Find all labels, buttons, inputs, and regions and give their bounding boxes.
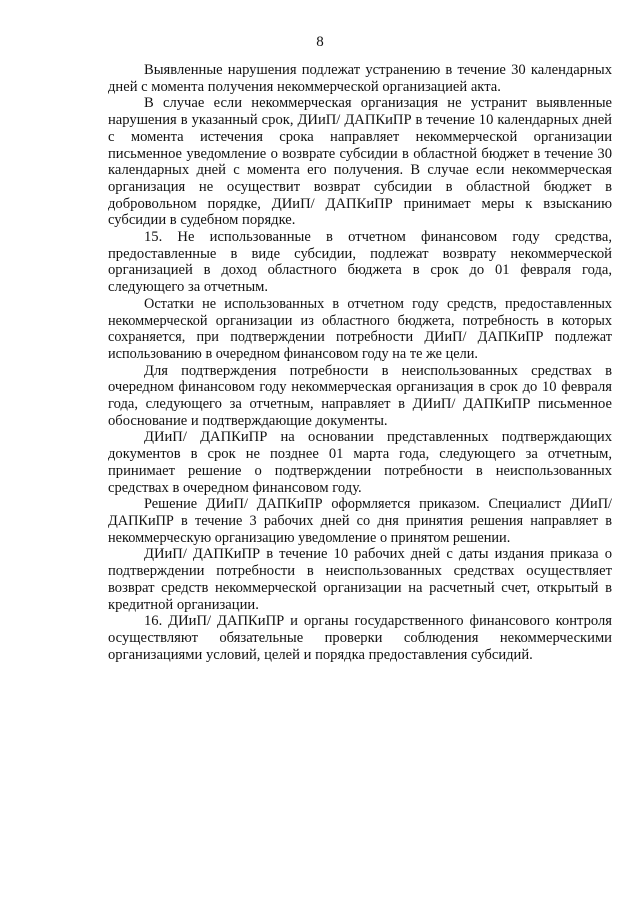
paragraph-decision-order: Решение ДИиП/ ДАПКиПР оформляется приказом. Специалист ДИиП/ ДАПКиПР в течение 3 рабочих дней со дня принятия решения направляет в некоммерческую организацию уведомление о принятом решении. bbox=[108, 496, 612, 546]
paragraph-item-15: 15. Не использованные в отчетном финансовом году средства, предоставленные в виде субсидии, подлежат возврату некоммерческой организацией в доход областного бюджета в срок до 01 февраля года, следующего за отчетным. bbox=[108, 229, 612, 296]
paragraph-item-16: 16. ДИиП/ ДАПКиПР и органы государственного финансового контроля осуществляют обязательные проверки соблюдения некоммерческими организациями условий, целей и порядка предоставления субсидий. bbox=[108, 613, 612, 663]
paragraph-unused-balances: Остатки не использованных в отчетном году средств, предоставленных некоммерческой организации из областного бюджета, потребность в которых сохраняется, при подтверждении потребности ДИиП/ ДАПКиПР подлежат использованию в очередном финансовом году на те же цели. bbox=[108, 295, 612, 362]
paragraph-need-confirmation: Для подтверждения потребности в неиспользованных средствах в очередном финансовом году некоммерческая организация в срок до 10 февраля года, следующего за отчетным, направляет в ДИиП/ ДАПКиПР письменное обоснование и подтверждающие документы. bbox=[108, 362, 612, 429]
paragraph-violations-deadline: Выявленные нарушения подлежат устранению в течение 30 календарных дней с момента получения некоммерческой организацией акта. bbox=[108, 62, 612, 95]
page-number: 8 bbox=[316, 34, 324, 50]
paragraph-subsidy-return-notice: В случае если некоммерческая организация не устранит выявленные нарушения в указанный срок, ДИиП/ ДАПКиПР в течение 10 календарных дней с момента истечения срока направляет некоммерческой организации письменное уведомление о возврате субсидии в областной бюджет в течение 30 календарных дней с момента его получения. В случае если некоммерческая организация не осуществит возврат субсидии в областной бюджет в добровольном порядке, ДИиП/ ДАПКиПР принимает меры к взысканию субсидии в судебном порядке. bbox=[108, 95, 612, 229]
paragraph-decision-deadline: ДИиП/ ДАПКиПР на основании представленных подтверждающих документов в срок не позднее 01 марта года, следующего за отчетным, принимает решение о подтверждении потребности в неиспользованных средствах в очередном финансовом году. bbox=[108, 429, 612, 496]
paragraph-funds-return: ДИиП/ ДАПКиПР в течение 10 рабочих дней с даты издания приказа о подтверждении потребности в неиспользованных средствах осуществляет возврат средств некоммерческой организации на расчетный счет, открытый в кредитной организации. bbox=[108, 546, 612, 613]
document-body bbox=[108, 62, 612, 663]
